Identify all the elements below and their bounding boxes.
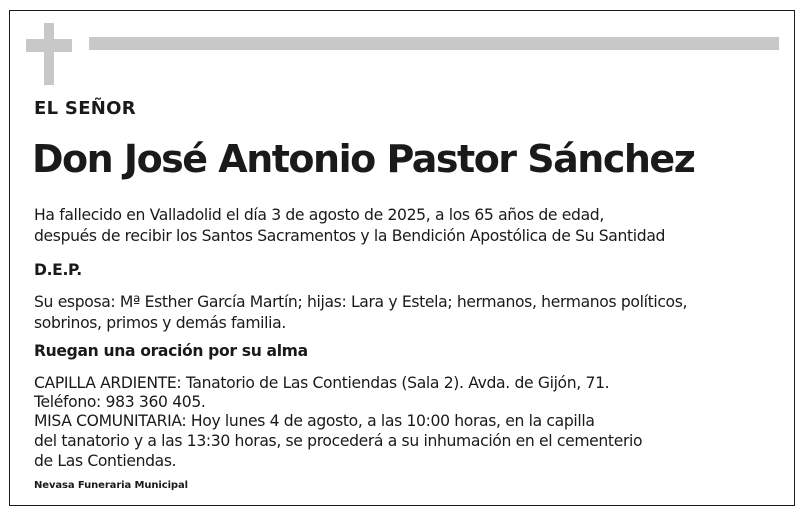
- family-line-1: Su esposa: Mª Esther García Martín; hijas: Lara y Estela; hermanos, hermanos políticos,: [34, 293, 688, 311]
- mass-line-2: del tanatorio y a las 13:30 horas, se procederá a su inhumación en el cementerio: [34, 432, 643, 450]
- prayer-request: Ruegan una oración por su alma: [34, 342, 308, 360]
- mass-line-1: MISA COMUNITARIA: Hoy lunes 4 de agosto, a las 10:00 horas, en la capilla: [34, 412, 595, 430]
- mass-line-3: de Las Contiendas.: [34, 452, 177, 470]
- cross-icon-arm: [26, 39, 72, 52]
- death-line-2: después de recibir los Santos Sacramentos y la Bendición Apostólica de Su Santidad: [34, 227, 666, 245]
- salutation: EL SEÑOR: [34, 98, 136, 119]
- family-line-2: sobrinos, primos y demás familia.: [34, 314, 286, 332]
- obituary-notice: [9, 10, 795, 506]
- funeral-home: Nevasa Funeraria Municipal: [34, 480, 188, 491]
- death-line-1: Ha fallecido en Valladolid el día 3 de agosto de 2025, a los 65 años de edad,: [34, 206, 604, 224]
- phone-info: Teléfono: 983 360 405.: [34, 393, 206, 411]
- deceased-name: Don José Antonio Pastor Sánchez: [32, 137, 695, 181]
- chapel-info: CAPILLA ARDIENTE: Tanatorio de Las Contiendas (Sala 2). Avda. de Gijón, 71.: [34, 374, 610, 392]
- cross-icon: [44, 23, 54, 85]
- header-bar: [89, 37, 779, 50]
- rip-label: D.E.P.: [34, 261, 82, 279]
